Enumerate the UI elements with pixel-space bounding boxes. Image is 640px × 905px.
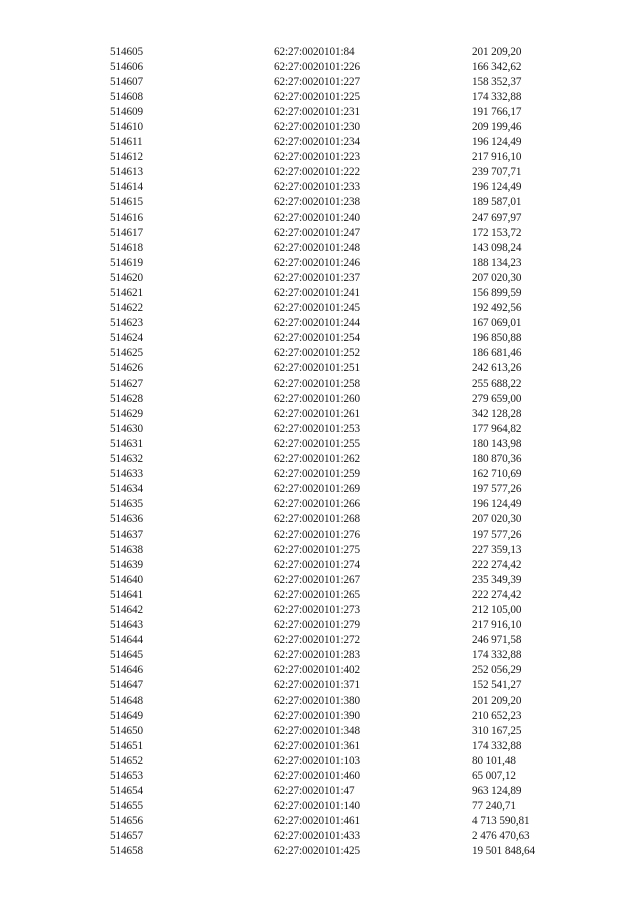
cadastral-number-cell: 62:27:0020101:261 bbox=[274, 407, 360, 420]
row-id-cell: 514645 bbox=[110, 649, 143, 662]
cadastral-number-cell: 62:27:0020101:233 bbox=[274, 181, 360, 194]
row-id-cell: 514643 bbox=[110, 619, 143, 632]
table-row bbox=[110, 105, 572, 120]
value-cell: 196 124,49 bbox=[472, 498, 522, 511]
row-id-cell: 514656 bbox=[110, 815, 143, 828]
cadastral-number-cell: 62:27:0020101:265 bbox=[274, 588, 360, 601]
table-row bbox=[110, 437, 572, 452]
value-cell: 77 240,71 bbox=[472, 800, 516, 813]
table-row bbox=[110, 150, 572, 165]
row-id-cell: 514654 bbox=[110, 785, 143, 798]
cadastral-number-cell: 62:27:0020101:390 bbox=[274, 709, 360, 722]
value-cell: 207 020,30 bbox=[472, 271, 522, 284]
value-cell: 196 850,88 bbox=[472, 332, 522, 345]
row-id-cell: 514647 bbox=[110, 679, 143, 692]
value-cell: 158 352,37 bbox=[472, 75, 522, 88]
cadastral-number-cell: 62:27:0020101:283 bbox=[274, 649, 360, 662]
cadastral-number-cell: 62:27:0020101:245 bbox=[274, 302, 360, 315]
cadastral-number-cell: 62:27:0020101:361 bbox=[274, 739, 360, 752]
table-row bbox=[110, 271, 572, 286]
cadastral-number-cell: 62:27:0020101:348 bbox=[274, 724, 360, 737]
table-row bbox=[110, 482, 572, 497]
value-cell: 180 143,98 bbox=[472, 437, 522, 450]
value-cell: 227 359,13 bbox=[472, 543, 522, 556]
table-row bbox=[110, 286, 572, 301]
value-cell: 197 577,26 bbox=[472, 528, 522, 541]
table-row bbox=[110, 739, 572, 754]
cadastral-number-cell: 62:27:0020101:273 bbox=[274, 603, 360, 616]
table-row bbox=[110, 497, 572, 512]
row-id-cell: 514619 bbox=[110, 256, 143, 269]
row-id-cell: 514646 bbox=[110, 664, 143, 677]
table-row bbox=[110, 452, 572, 467]
cadastral-number-cell: 62:27:0020101:276 bbox=[274, 528, 360, 541]
cadastral-number-cell: 62:27:0020101:425 bbox=[274, 845, 360, 858]
table-body bbox=[110, 45, 572, 860]
table-row bbox=[110, 694, 572, 709]
value-cell: 246 971,58 bbox=[472, 634, 522, 647]
cadastral-number-cell: 62:27:0020101:380 bbox=[274, 694, 360, 707]
cadastral-number-cell: 62:27:0020101:244 bbox=[274, 317, 360, 330]
cadastral-number-cell: 62:27:0020101:279 bbox=[274, 619, 360, 632]
cadastral-number-cell: 62:27:0020101:140 bbox=[274, 800, 360, 813]
table-row bbox=[110, 754, 572, 769]
table-row bbox=[110, 799, 572, 814]
row-id-cell: 514635 bbox=[110, 498, 143, 511]
cadastral-number-cell: 62:27:0020101:84 bbox=[274, 45, 355, 58]
row-id-cell: 514652 bbox=[110, 754, 143, 767]
value-cell: 2 476 470,63 bbox=[472, 830, 530, 843]
cadastral-number-cell: 62:27:0020101:275 bbox=[274, 543, 360, 556]
cadastral-number-cell: 62:27:0020101:274 bbox=[274, 558, 360, 571]
table-row bbox=[110, 844, 572, 859]
table-row bbox=[110, 211, 572, 226]
cadastral-number-cell: 62:27:0020101:258 bbox=[274, 377, 360, 390]
row-id-cell: 514639 bbox=[110, 558, 143, 571]
row-id-cell: 514627 bbox=[110, 377, 143, 390]
value-cell: 192 492,56 bbox=[472, 302, 522, 315]
cadastral-number-cell: 62:27:0020101:268 bbox=[274, 513, 360, 526]
table-row bbox=[110, 165, 572, 180]
table-row bbox=[110, 120, 572, 135]
value-cell: 222 274,42 bbox=[472, 558, 522, 571]
table-row bbox=[110, 346, 572, 361]
cadastral-number-cell: 62:27:0020101:241 bbox=[274, 287, 360, 299]
value-cell: 196 124,49 bbox=[472, 181, 522, 194]
value-cell: 963 124,89 bbox=[472, 785, 522, 798]
value-cell: 242 613,26 bbox=[472, 362, 522, 375]
value-cell: 162 710,69 bbox=[472, 468, 522, 481]
table-row bbox=[110, 195, 572, 210]
cadastral-number-cell: 62:27:0020101:247 bbox=[274, 226, 360, 239]
cadastral-number-cell: 62:27:0020101:269 bbox=[274, 483, 360, 496]
cadastral-number-cell: 62:27:0020101:461 bbox=[274, 815, 360, 828]
cadastral-number-cell: 62:27:0020101:402 bbox=[274, 664, 360, 677]
cadastral-number-cell: 62:27:0020101:230 bbox=[274, 120, 360, 133]
value-cell: 65 007,12 bbox=[472, 770, 516, 782]
row-id-cell: 514649 bbox=[110, 709, 143, 722]
cadastral-number-cell: 62:27:0020101:246 bbox=[274, 256, 360, 269]
table-row bbox=[110, 648, 572, 663]
cadastral-number-cell: 62:27:0020101:254 bbox=[274, 332, 360, 345]
row-id-cell: 514653 bbox=[110, 770, 143, 782]
value-cell: 212 105,00 bbox=[472, 603, 522, 616]
table-row bbox=[110, 528, 572, 543]
row-id-cell: 514632 bbox=[110, 453, 143, 466]
cadastral-number-cell: 62:27:0020101:266 bbox=[274, 498, 360, 511]
row-id-cell: 514611 bbox=[110, 136, 143, 149]
row-id-cell: 514610 bbox=[110, 120, 143, 133]
value-cell: 172 153,72 bbox=[472, 226, 522, 239]
table-row bbox=[110, 422, 572, 437]
data-table bbox=[110, 45, 572, 860]
table-row bbox=[110, 663, 572, 678]
cadastral-number-cell: 62:27:0020101:222 bbox=[274, 166, 360, 179]
row-id-cell: 514625 bbox=[110, 347, 143, 360]
table-row bbox=[110, 543, 572, 558]
value-cell: 167 069,01 bbox=[472, 317, 522, 330]
row-id-cell: 514606 bbox=[110, 60, 143, 73]
row-id-cell: 514622 bbox=[110, 302, 143, 315]
table-row bbox=[110, 724, 572, 739]
value-cell: 210 652,23 bbox=[472, 709, 522, 722]
cadastral-number-cell: 62:27:0020101:253 bbox=[274, 422, 360, 435]
table-row bbox=[110, 784, 572, 799]
cadastral-number-cell: 62:27:0020101:227 bbox=[274, 75, 360, 88]
row-id-cell: 514608 bbox=[110, 90, 143, 103]
table-row bbox=[110, 573, 572, 588]
value-cell: 188 134,23 bbox=[472, 256, 522, 269]
value-cell: 186 681,46 bbox=[472, 347, 522, 360]
row-id-cell: 514631 bbox=[110, 437, 143, 450]
row-id-cell: 514620 bbox=[110, 271, 143, 284]
value-cell: 235 349,39 bbox=[472, 573, 522, 586]
cadastral-number-cell: 62:27:0020101:226 bbox=[274, 60, 360, 73]
cadastral-number-cell: 62:27:0020101:460 bbox=[274, 770, 360, 782]
row-id-cell: 514624 bbox=[110, 332, 143, 345]
table-row bbox=[110, 60, 572, 75]
value-cell: 222 274,42 bbox=[472, 588, 522, 601]
table-row bbox=[110, 709, 572, 724]
table-row bbox=[110, 241, 572, 256]
cadastral-number-cell: 62:27:0020101:223 bbox=[274, 151, 360, 164]
table-row bbox=[110, 769, 572, 784]
value-cell: 207 020,30 bbox=[472, 513, 522, 526]
row-id-cell: 514618 bbox=[110, 241, 143, 254]
cadastral-number-cell: 62:27:0020101:259 bbox=[274, 468, 360, 481]
value-cell: 252 056,29 bbox=[472, 664, 522, 677]
table-row bbox=[110, 301, 572, 316]
value-cell: 80 101,48 bbox=[472, 754, 516, 767]
table-row bbox=[110, 603, 572, 618]
row-id-cell: 514613 bbox=[110, 166, 143, 179]
cadastral-number-cell: 62:27:0020101:234 bbox=[274, 136, 360, 149]
table-row bbox=[110, 558, 572, 573]
value-cell: 239 707,71 bbox=[472, 166, 522, 179]
value-cell: 217 916,10 bbox=[472, 151, 522, 164]
value-cell: 201 209,20 bbox=[472, 45, 522, 58]
row-id-cell: 514621 bbox=[110, 287, 143, 299]
cadastral-number-cell: 62:27:0020101:47 bbox=[274, 785, 355, 798]
table-row bbox=[110, 316, 572, 331]
value-cell: 174 332,88 bbox=[472, 90, 522, 103]
value-cell: 209 199,46 bbox=[472, 120, 522, 133]
row-id-cell: 514626 bbox=[110, 362, 143, 375]
value-cell: 255 688,22 bbox=[472, 377, 522, 390]
value-cell: 143 098,24 bbox=[472, 241, 522, 254]
value-cell: 156 899,59 bbox=[472, 287, 522, 299]
value-cell: 189 587,01 bbox=[472, 196, 522, 209]
table-row bbox=[110, 45, 572, 60]
cadastral-number-cell: 62:27:0020101:262 bbox=[274, 453, 360, 466]
table-row bbox=[110, 618, 572, 633]
value-cell: 166 342,62 bbox=[472, 60, 522, 73]
cadastral-number-cell: 62:27:0020101:255 bbox=[274, 437, 360, 450]
row-id-cell: 514630 bbox=[110, 422, 143, 435]
row-id-cell: 514615 bbox=[110, 196, 143, 209]
value-cell: 174 332,88 bbox=[472, 739, 522, 752]
row-id-cell: 514657 bbox=[110, 830, 143, 843]
row-id-cell: 514638 bbox=[110, 543, 143, 556]
cadastral-number-cell: 62:27:0020101:240 bbox=[274, 211, 360, 224]
cadastral-number-cell: 62:27:0020101:231 bbox=[274, 105, 360, 118]
row-id-cell: 514655 bbox=[110, 800, 143, 813]
table-row bbox=[110, 75, 572, 90]
value-cell: 152 541,27 bbox=[472, 679, 522, 692]
row-id-cell: 514609 bbox=[110, 105, 143, 118]
row-id-cell: 514642 bbox=[110, 603, 143, 616]
row-id-cell: 514612 bbox=[110, 151, 143, 164]
cadastral-number-cell: 62:27:0020101:238 bbox=[274, 196, 360, 209]
row-id-cell: 514644 bbox=[110, 634, 143, 647]
cadastral-number-cell: 62:27:0020101:252 bbox=[274, 347, 360, 360]
cadastral-number-cell: 62:27:0020101:267 bbox=[274, 573, 360, 586]
row-id-cell: 514640 bbox=[110, 573, 143, 586]
value-cell: 19 501 848,64 bbox=[472, 845, 536, 858]
cadastral-number-cell: 62:27:0020101:237 bbox=[274, 271, 360, 284]
row-id-cell: 514628 bbox=[110, 392, 143, 405]
row-id-cell: 514623 bbox=[110, 317, 143, 330]
value-cell: 197 577,26 bbox=[472, 483, 522, 496]
value-cell: 279 659,00 bbox=[472, 392, 522, 405]
table-row bbox=[110, 377, 572, 392]
table-row bbox=[110, 180, 572, 195]
cadastral-number-cell: 62:27:0020101:371 bbox=[274, 679, 360, 692]
cadastral-number-cell: 62:27:0020101:103 bbox=[274, 754, 360, 767]
cadastral-number-cell: 62:27:0020101:225 bbox=[274, 90, 360, 103]
table-row bbox=[110, 90, 572, 105]
table-row bbox=[110, 392, 572, 407]
table-row bbox=[110, 361, 572, 376]
table-row bbox=[110, 678, 572, 693]
value-cell: 217 916,10 bbox=[472, 619, 522, 632]
table-row bbox=[110, 467, 572, 482]
row-id-cell: 514605 bbox=[110, 45, 143, 58]
table-row bbox=[110, 633, 572, 648]
row-id-cell: 514658 bbox=[110, 845, 143, 858]
row-id-cell: 514634 bbox=[110, 483, 143, 496]
table-row bbox=[110, 512, 572, 527]
table-row bbox=[110, 331, 572, 346]
value-cell: 4 713 590,81 bbox=[472, 815, 530, 828]
table-row bbox=[110, 226, 572, 241]
value-cell: 177 964,82 bbox=[472, 422, 522, 435]
row-id-cell: 514648 bbox=[110, 694, 143, 707]
cadastral-number-cell: 62:27:0020101:248 bbox=[274, 241, 360, 254]
value-cell: 196 124,49 bbox=[472, 136, 522, 149]
row-id-cell: 514637 bbox=[110, 528, 143, 541]
value-cell: 174 332,88 bbox=[472, 649, 522, 662]
cadastral-number-cell: 62:27:0020101:272 bbox=[274, 634, 360, 647]
cadastral-number-cell: 62:27:0020101:260 bbox=[274, 392, 360, 405]
row-id-cell: 514651 bbox=[110, 739, 143, 752]
row-id-cell: 514641 bbox=[110, 588, 143, 601]
cadastral-number-cell: 62:27:0020101:433 bbox=[274, 830, 360, 843]
table-row bbox=[110, 829, 572, 844]
table-row bbox=[110, 814, 572, 829]
row-id-cell: 514616 bbox=[110, 211, 143, 224]
table-row bbox=[110, 407, 572, 422]
row-id-cell: 514633 bbox=[110, 468, 143, 481]
table-row bbox=[110, 588, 572, 603]
row-id-cell: 514650 bbox=[110, 724, 143, 737]
table-row bbox=[110, 256, 572, 271]
cadastral-number-cell: 62:27:0020101:251 bbox=[274, 362, 360, 375]
row-id-cell: 514617 bbox=[110, 226, 143, 239]
table-row bbox=[110, 135, 572, 150]
row-id-cell: 514636 bbox=[110, 513, 143, 526]
row-id-cell: 514614 bbox=[110, 181, 143, 194]
value-cell: 201 209,20 bbox=[472, 694, 522, 707]
row-id-cell: 514607 bbox=[110, 75, 143, 88]
value-cell: 247 697,97 bbox=[472, 211, 522, 224]
value-cell: 180 870,36 bbox=[472, 453, 522, 466]
row-id-cell: 514629 bbox=[110, 407, 143, 420]
value-cell: 342 128,28 bbox=[472, 407, 522, 420]
value-cell: 310 167,25 bbox=[472, 724, 522, 737]
value-cell: 191 766,17 bbox=[472, 105, 522, 118]
